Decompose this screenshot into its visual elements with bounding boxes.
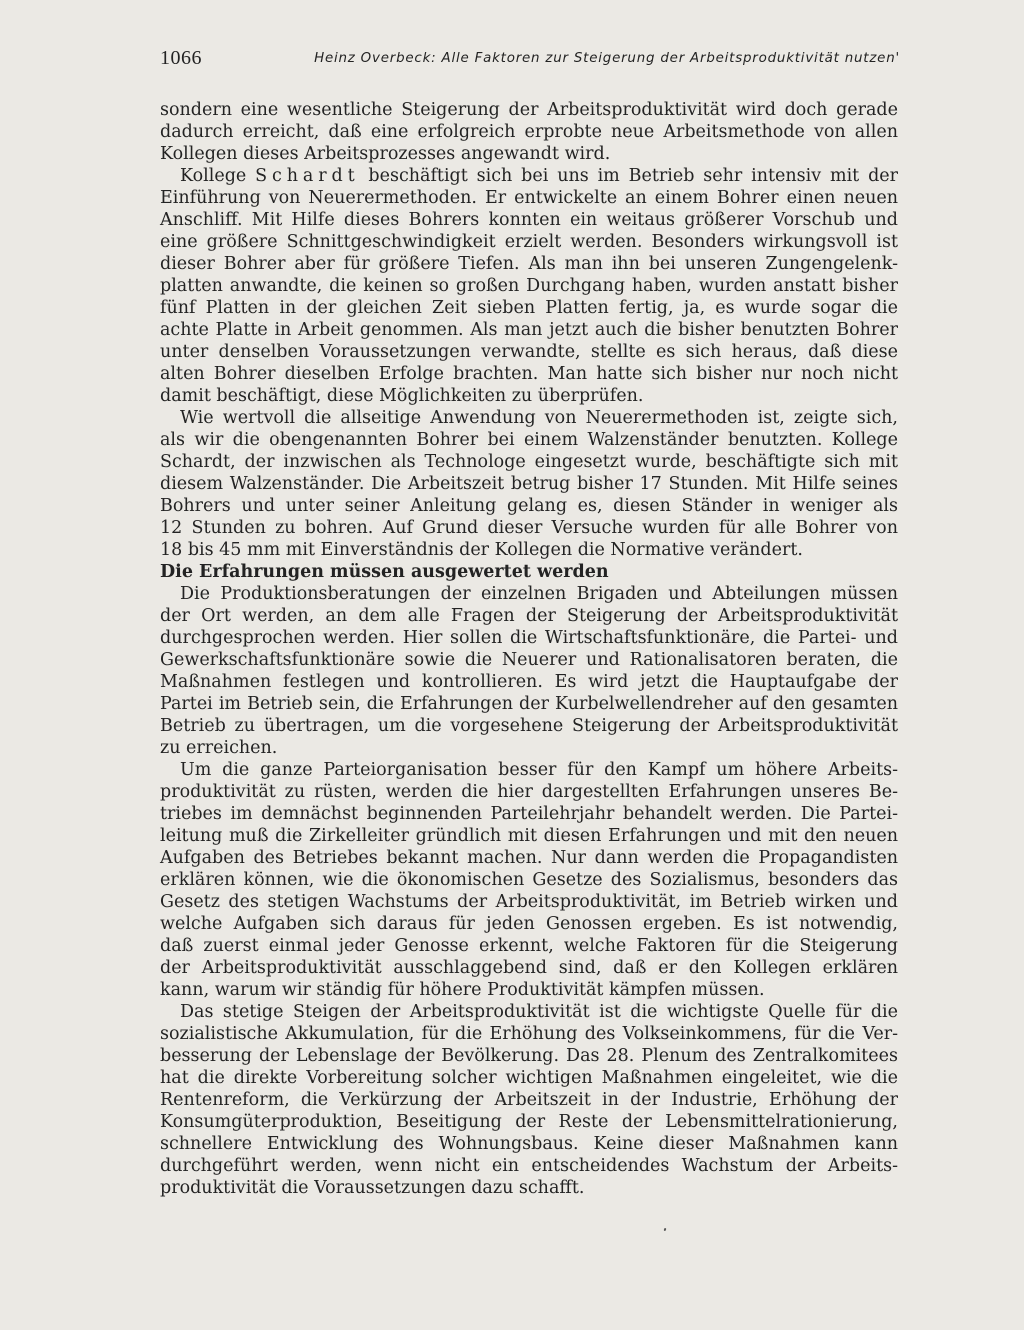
text-line: achte Platte in Arbeit genommen. Als man jetzt auch die bisher benutzten Bohrer (160, 320, 898, 340)
text-line: der Arbeitsproduktivität ausschlaggebend sind, daß er den Kollegen erklären (160, 958, 898, 978)
text-line: Kollege Schardt beschäftigt sich bei uns im Betrieb sehr intensiv mit der (180, 166, 899, 186)
text-line: sozialistische Akkumulation, für die Erhöhung des Volkseinkommens, für die Ver- (160, 1024, 898, 1044)
text-line: produktivität die Voraussetzungen dazu schafft. (160, 1178, 585, 1198)
text-line: Rentenreform, die Verkürzung der Arbeitszeit in der Industrie, Erhöhung der (160, 1090, 898, 1110)
page-header (160, 46, 900, 70)
text-line: Die Produktionsberatungen der einzelnen Brigaden und Abteilungen müssen (180, 584, 898, 604)
text-line: Maßnahmen festlegen und kontrollieren. Es wird jetzt die Hauptaufgabe der (160, 672, 898, 692)
section-heading: Die Erfahrungen müssen ausgewertet werden (160, 562, 609, 582)
text-line: Aufgaben des Betriebes bekannt machen. Nur dann werden die Propagandisten (160, 848, 898, 868)
text-line: fünf Platten in der gleichen Zeit sieben Platten fertig, ja, es wurde sogar die (160, 298, 898, 318)
text-line: zu erreichen. (160, 738, 278, 758)
text-line: triebes im demnächst beginnenden Parteilehrjahr behandelt werden. Die Partei- (160, 804, 898, 824)
text-line: der Ort werden, an dem alle Fragen der Steigerung der Arbeitsproduktivität (160, 606, 898, 626)
text-line: alten Bohrer dieselben Erfolge brachten. Man hatte sich bisher nur noch nicht (160, 364, 898, 384)
text-line: Konsumgüterproduktion, Beseitigung der Reste der Lebensmittelrationierung, (160, 1112, 898, 1132)
text-line: sondern eine wesentliche Steigerung der Arbeitsproduktivität wird doch gerade (160, 100, 898, 120)
text-line: Betrieb zu übertragen, um die vorgesehene Steigerung der Arbeitsproduktivität (160, 716, 898, 736)
text-line: Anschliff. Mit Hilfe dieses Bohrers konnten ein weitaus größerer Vorschub und (160, 210, 898, 230)
text-line: unter denselben Voraussetzungen verwandte, stellte es sich heraus, daß diese (160, 342, 898, 362)
text-line: dadurch erreicht, daß eine erfolgreich erprobte neue Arbeitsmethode von allen (160, 122, 898, 142)
text-line: platten anwandte, die keinen so großen Durchgang haben, wurden anstatt bisher (160, 276, 898, 296)
text-line: leitung muß die Zirkelleiter gründlich mit diesen Erfahrungen und mit den neuen (160, 826, 898, 846)
text-line: durchgesprochen werden. Hier sollen die Wirtschaftsfunktionäre, die Partei- und (160, 628, 898, 648)
text-line: Gesetz des stetigen Wachstums der Arbeitsproduktivität, im Betrieb wirken und (160, 892, 898, 912)
text-line: schnellere Entwicklung des Wohnungsbaus. Keine dieser Maßnahmen kann (160, 1134, 898, 1154)
text-line: 18 bis 45 mm mit Einverständnis der Kollegen die Normative verändert. (160, 540, 803, 560)
spaced-name: Schardt (255, 166, 360, 186)
body-text (160, 99, 898, 1199)
text-line: Das stetige Steigen der Arbeitsproduktivität ist die wichtigste Quelle für die (180, 1002, 898, 1022)
text-line: hat die direkte Vorbereitung solcher wichtigen Maßnahmen eingeleitet, wie die (160, 1068, 898, 1088)
text-line: diesem Walzenständer. Die Arbeitszeit betrug bisher 17 Stunden. Mit Hilfe seines (160, 474, 898, 494)
text-line: als wir die obengenannten Bohrer bei einem Walzenständer benutzten. Kollege (160, 430, 898, 450)
text-line: Um die ganze Parteiorganisation besser für den Kampf um höhere Arbeits- (180, 760, 898, 780)
running-title: Heinz Overbeck: Alle Faktoren zur Steigerung der Arbeitsproduktivität nutzen' (314, 51, 900, 66)
print-speck (664, 1228, 667, 1232)
text-line: Partei im Betrieb sein, die Erfahrungen der Kurbelwellendreher auf den gesamten (160, 694, 898, 714)
text-line: eine größere Schnittgeschwindigkeit erzielt werden. Besonders wirkungsvoll ist (160, 232, 898, 252)
text-line: Einführung von Neuerermethoden. Er entwickelte an einem Bohrer einen neuen (160, 188, 898, 208)
page-number: 1066 (160, 47, 202, 69)
text-line: Gewerkschaftsfunktionäre sowie die Neuerer und Rationalisatoren beraten, die (160, 650, 898, 670)
text-line: durchgeführt werden, wenn nicht ein entscheidendes Wachstum der Arbeits- (160, 1156, 898, 1176)
text-line: 12 Stunden zu bohren. Auf Grund dieser Versuche wurden für alle Bohrer von (160, 518, 898, 538)
text-line: damit beschäftigt, diese Möglichkeiten zu überprüfen. (160, 386, 644, 406)
text-line: kann, warum wir ständig für höhere Produktivität kämpfen müssen. (160, 980, 765, 1000)
text-line: produktivität zu rüsten, werden die hier dargestellten Erfahrungen unseres Be- (160, 782, 898, 802)
text-line: besserung der Lebenslage der Bevölkerung. Das 28. Plenum des Zentralkomitees (160, 1046, 898, 1066)
text-line: erklären können, wie die ökonomischen Gesetze des Sozialismus, besonders das (160, 870, 898, 890)
text-line: Bohrers und unter seiner Anleitung gelang es, diesen Ständer in weniger als (160, 496, 898, 516)
text-line: Schardt, der inzwischen als Technologe eingesetzt wurde, beschäftigte sich mit (160, 452, 898, 472)
text-line: Wie wertvoll die allseitige Anwendung von Neuerermethoden ist, zeigte sich, (180, 408, 898, 428)
text-line: Kollegen dieses Arbeitsprozesses angewandt wird. (160, 144, 611, 164)
text-line: welche Aufgaben sich daraus für jeden Genossen ergeben. Es ist notwendig, (160, 914, 898, 934)
text-line: dieser Bohrer aber für größere Tiefen. Als man ihn bei unseren Zungengelenk- (160, 254, 898, 274)
text-line: daß zuerst einmal jeder Genosse erkennt, welche Faktoren für die Steigerung (160, 936, 898, 956)
